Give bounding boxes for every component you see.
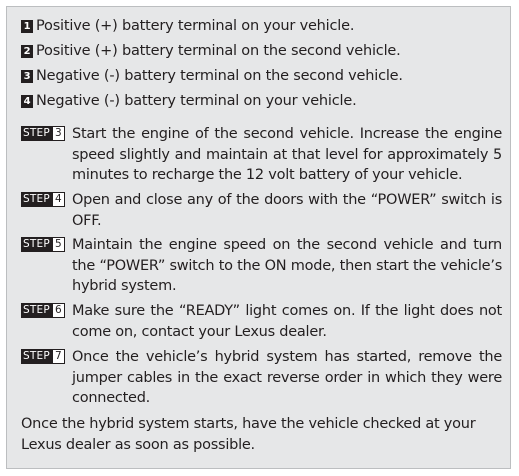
step-label: STEP (23, 193, 50, 205)
terminal-item-1 (21, 16, 354, 36)
step-text: Start the engine of the second vehicle. Increase the engine speed slightly and maintain at that level for approximately 5 minutes to recharge the 12 volt battery of your vehicle. (72, 126, 502, 184)
terminal-text: Negative (-) battery terminal on the second vehicle. (36, 68, 403, 84)
terminal-text: Positive (+) battery terminal on the second vehicle. (36, 43, 401, 59)
step-badge (21, 303, 65, 318)
instruction-panel (6, 6, 511, 469)
step-label: STEP (23, 350, 50, 362)
step-label: STEP (23, 238, 50, 250)
step-label: STEP (23, 304, 50, 316)
step-number: 5 (52, 237, 65, 252)
terminal-item-4 (21, 91, 356, 111)
step-number: 3 (52, 126, 65, 141)
step-badge (21, 237, 65, 252)
step-number: 7 (52, 349, 65, 364)
terminal-text: Positive (+) battery terminal on your vehicle. (36, 18, 355, 34)
step-number: 6 (52, 303, 65, 318)
step-text: Maintain the engine speed on the second vehicle and turn the “POWER” switch to the ON mode, then start the vehicle’s hybrid system. (72, 237, 502, 295)
terminal-item-3 (21, 66, 403, 86)
terminal-item-2 (21, 41, 401, 61)
step-badge (21, 192, 65, 207)
number-badge: 2 (21, 45, 33, 58)
step-text: Make sure the “READY” light comes on. If the light does not come on, contact your Lexus dealer. (72, 303, 502, 340)
number-badge: 1 (21, 20, 33, 33)
footer-note: Once the hybrid system starts, have the vehicle checked at your Lexus dealer as soon as possible. (21, 416, 476, 453)
step-text: Once the vehicle’s hybrid system has started, remove the jumper cables in the exact reverse order in which they were connected. (72, 349, 502, 407)
step-label: STEP (23, 127, 50, 139)
terminal-text: Negative (-) battery terminal on your vehicle. (36, 93, 357, 109)
step-number: 4 (52, 192, 65, 207)
step-text: Open and close any of the doors with the “POWER” switch is OFF. (72, 192, 502, 229)
number-badge: 4 (21, 95, 33, 108)
number-badge: 3 (21, 70, 33, 83)
step-badge (21, 349, 65, 364)
step-badge (21, 126, 65, 141)
